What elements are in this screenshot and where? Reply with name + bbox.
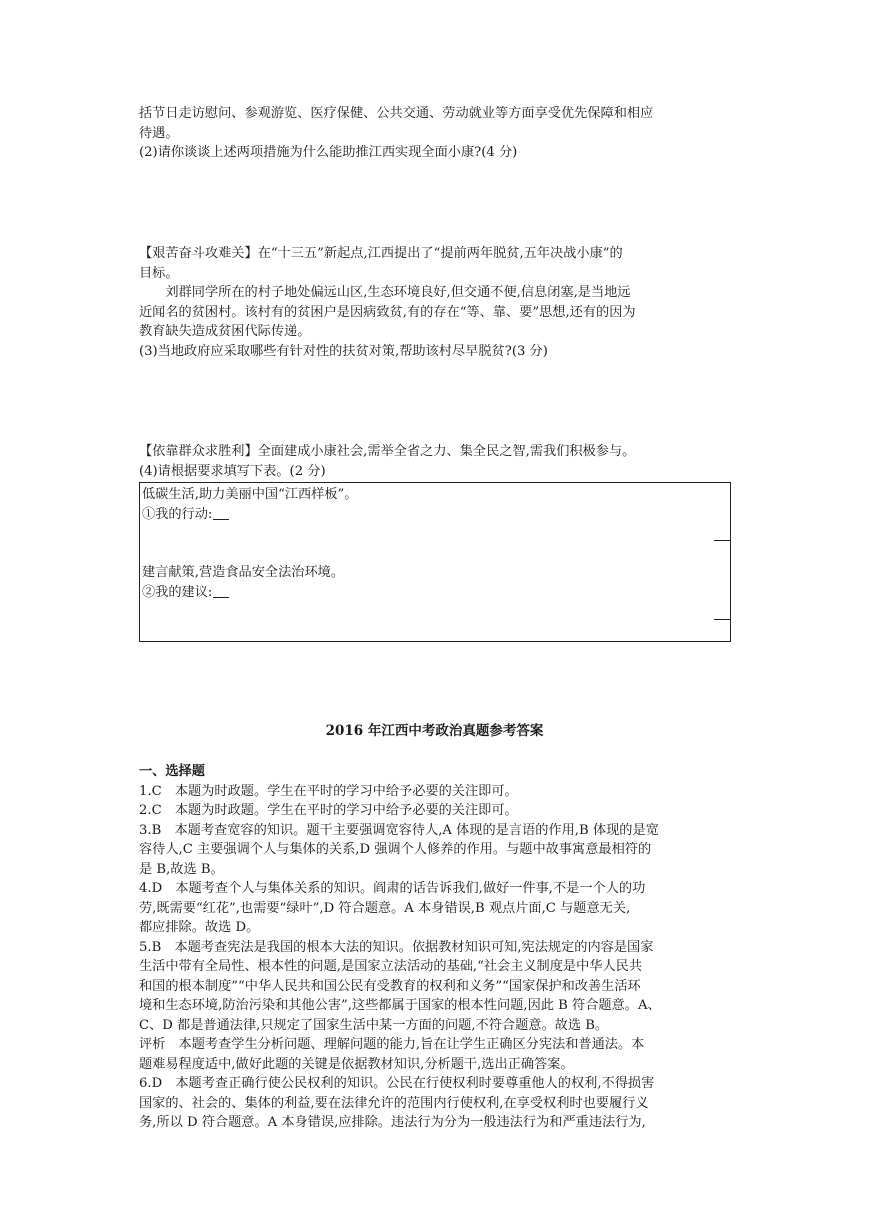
answer-5-cont: 境和生态环境,防治污染和其他公害”,这些都属于国家的根本性问题,因此 B 符合题意。A、 <box>139 998 661 1013</box>
answers-block <box>139 762 731 1133</box>
answer-1: 1.C 本题为时政题。学生在平时的学习中给予必要的关注即可。 <box>139 783 518 799</box>
section-heading: 目标。 <box>139 265 179 281</box>
section-rely-people <box>139 442 731 481</box>
answers-title: 2016 年江西中考政治真题参考答案 <box>325 723 544 739</box>
question-2: (2)请你谈谈上述两项措施为什么能助推江西实现全面小康?(4 分) <box>139 145 518 160</box>
answer-blank[interactable] <box>213 583 229 598</box>
answer-6-cont: 务,所以 D 符合题意。A 本身错误,应排除。违法行为分为一般违法行为和严重违法行为, <box>139 1115 646 1130</box>
answer-6: 6.D 本题考查正确行使公民权利的知识。公民在行使权利时要尊重他人的权利,不得损害 <box>139 1076 655 1091</box>
answer-3: 3.B 本题考查宽容的知识。题干主要强调宽容待人,A 体现的是言语的作用,B 体现的是宽 <box>139 822 659 838</box>
text-line: 待遇。 <box>139 125 179 141</box>
answer-5-evaluation: 评析 本题考查学生分析问题、理解问题的能力,旨在让学生正确区分宪法和普通法。本 <box>139 1037 645 1052</box>
table-row-suggestion <box>142 563 722 602</box>
answer-4: 4.D 本题考查个人与集体关系的知识。阎肃的话告诉我们,做好一件事,不是一个人的功 <box>139 881 646 896</box>
paragraph-line: 教育缺失造成贫困代际传递。 <box>139 324 311 339</box>
table-row-action <box>142 485 722 524</box>
answer-blank[interactable] <box>213 505 229 520</box>
answer-5-cont: C、D 都是普通法律,只规定了国家生活中某一方面的问题,不符合题意。故选 B。 <box>139 1017 609 1033</box>
row-prompt <box>142 583 722 603</box>
answer-6-cont: 国家的、社会的、集体的利益,要在法律允许的范围内行使权利,在享受权利时也要履行义 <box>139 1095 649 1111</box>
answer-line <box>714 619 730 620</box>
answer-5: 5.B 本题考查宪法是我国的根本大法的知识。依据教材知识可知,宪法规定的内容是国家 <box>139 939 654 955</box>
answer-2: 2.C 本题为时政题。学生在平时的学习中给予必要的关注即可。 <box>139 803 518 818</box>
prompt-label: ②我的建议: <box>142 584 213 600</box>
answer-4-cont: 劳,既需要“红花”,也需要“绿叶”,D 符合题意。A 本身错误,B 观点片面,C 与题意无关, <box>139 900 631 916</box>
answer-3-cont: 容待人,C 主要强调个人与集体的关系,D 强调个人修养的作用。与题中故事寓意最相符的 <box>139 842 652 857</box>
answer-line <box>714 540 730 541</box>
row-title: 低碳生活,助力美丽中国“江西样板”。 <box>142 487 358 502</box>
answer-5-evaluation-cont: 题难易程度适中,做好此题的关键是依据教材知识,分析题干,选出正确答案。 <box>139 1056 574 1072</box>
answer-table <box>139 482 731 642</box>
section-heading: 【依靠群众求胜利】全面建成小康社会,需举全省之力、集全民之智,需我们积极参与。 <box>139 444 636 459</box>
text-line: 括节日走访慰问、参观游览、医疗保健、公共交通、劳动就业等方面享受优先保障和相应 <box>139 106 654 121</box>
paragraph-line: 近闻名的贫困村。该村有的贫困户是因病致贫,有的存在“等、靠、要”思想,还有的因为 <box>139 304 636 320</box>
answer-3-cont: 是 B,故选 B。 <box>139 861 224 877</box>
question-3: (3)当地政府应采取哪些有针对性的扶贫对策,帮助该村尽早脱贫?(3 分) <box>139 343 548 359</box>
prompt-label: ①我的行动: <box>142 506 213 522</box>
top-block <box>139 104 731 163</box>
answer-5-cont: 和国的根本制度”“中华人民共和国公民有受教育的权利和义务”“国家保护和改善生活环 <box>139 978 641 994</box>
answer-4-cont: 都应排除。故选 D。 <box>139 920 260 935</box>
paragraph-line: 刘群同学所在的村子地处偏远山区,生态环境良好,但交通不便,信息闭塞,是当地远 <box>165 285 631 300</box>
row-title: 建言献策,营造食品安全法治环境。 <box>142 565 345 580</box>
section-heading: 【艰苦奋斗攻难关】在“十三五”新起点,江西提出了“提前两年脱贫,五年决战小康”的 <box>139 246 623 261</box>
section-heading: 一、选择题 <box>139 764 205 779</box>
answer-5-cont: 生活中带有全局性、根本性的问题,是国家立法活动的基础,“社会主义制度是中华人民共 <box>139 959 643 974</box>
question-4: (4)请根据要求填写下表。(2 分) <box>139 463 326 479</box>
section-hard-work <box>139 244 731 361</box>
row-prompt <box>142 505 722 525</box>
